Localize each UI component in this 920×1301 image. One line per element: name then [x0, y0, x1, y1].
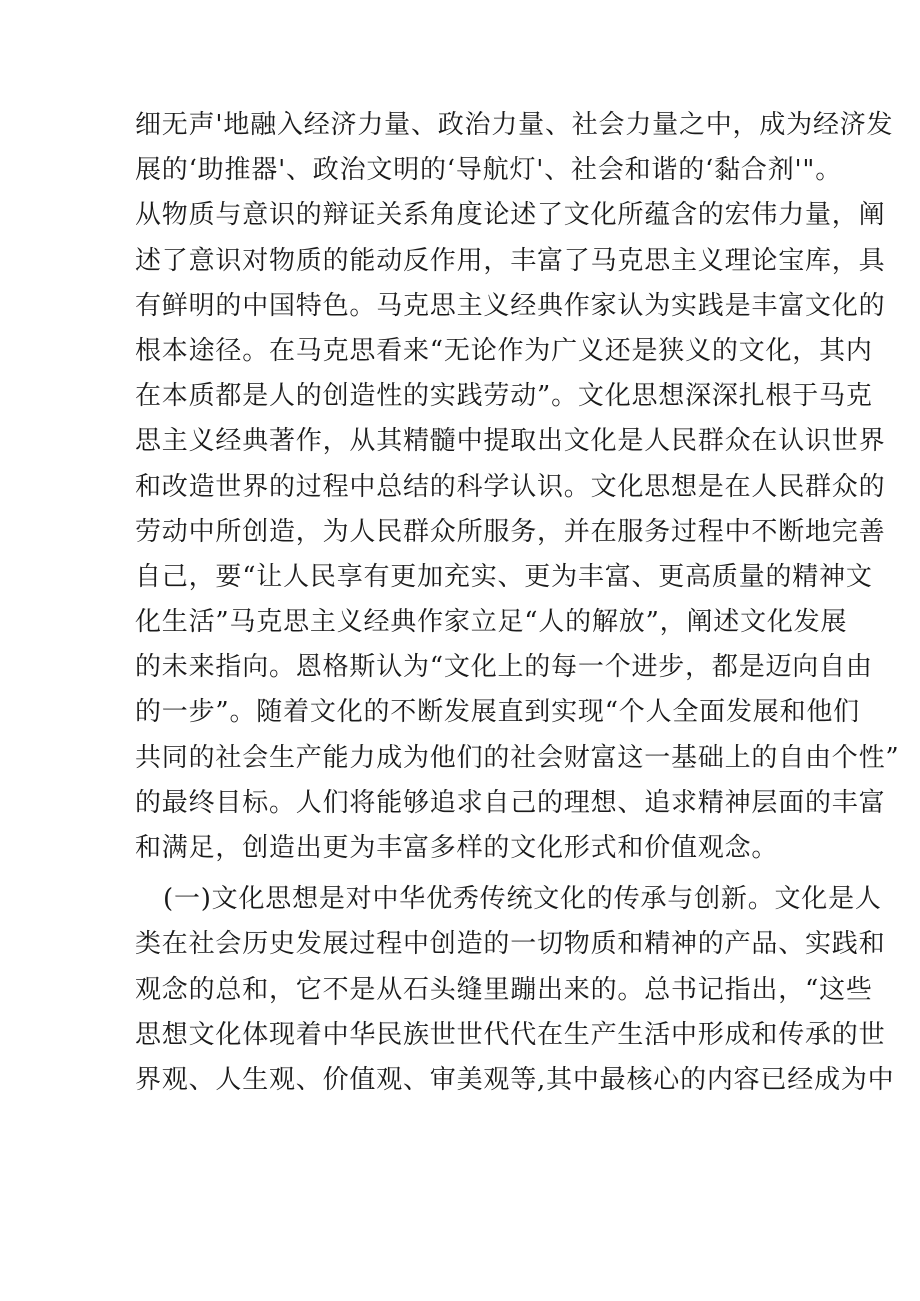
- text-line: 细无声'地融入经济力量、政治力量、社会力量之中，成为经济发: [135, 110, 894, 140]
- text-line: 的一步”。随着文化的不断发展直到实现“个人全面发展和他们: [135, 697, 860, 728]
- text-line: 在本质都是人的创造性的实践劳动”。文化思想深深扎根于马克: [135, 381, 873, 412]
- document-body: [135, 103, 900, 1103]
- paragraph-1: [135, 103, 900, 871]
- text-line: 有鲜明的中国特色。马克思主义经典作家认为实践是丰富文化的: [135, 290, 886, 321]
- text-line: 观念的总和，它不是从石头缝里蹦出来的。总书记指出，“这些: [135, 974, 873, 1005]
- text-line: 展的‘助推器'、政治文明的‘导航灯'、社会和谐的‘黏合剂'"。: [135, 155, 842, 186]
- text-line: 思主义经典著作，从其精髓中提取出文化是人民群众在认识世界: [135, 426, 886, 457]
- text-line: 和改造世界的过程中总结的科学认识。文化思想是在人民群众的: [135, 471, 886, 502]
- paragraph-2: [135, 877, 895, 1103]
- text-line: 的未来指向。恩格斯认为“文化上的每一个进步，都是迈向自由: [135, 652, 873, 683]
- text-line: 述了意识对物质的能动反作用，丰富了马克思主义理论宝库，具: [135, 245, 886, 276]
- text-line: 从物质与意识的辩证关系角度论述了文化所蕴含的宏伟力量，阐: [135, 200, 886, 231]
- text-line: 界观、人生观、价值观、审美观等,其中最核心的内容已经成为中: [135, 1064, 895, 1095]
- text-line: 劳动中所创造，为人民群众所服务，并在服务过程中不断地完善: [135, 516, 886, 547]
- text-line: 自己，要“让人民享有更加充实、更为丰富、更高质量的精神文: [135, 561, 873, 592]
- text-line: 化生活”马克思主义经典作家立足“人的解放”，阐述文化发展: [135, 607, 848, 638]
- text-line: 根本途径。在马克思看来“无论作为广义还是狭义的文化，其内: [135, 335, 873, 366]
- text-line: 思想文化体现着中华民族世世代代在生产生活中形成和传承的世: [135, 1019, 886, 1050]
- text-line: 和满足，创造出更为丰富多样的文化形式和价值观念。: [135, 833, 779, 863]
- text-line: 共同的社会生产能力成为他们的社会财富这一基础上的自由个性”: [135, 742, 900, 773]
- text-line: 类在社会历史发展过程中创造的一切物质和精神的产品、实践和: [135, 929, 886, 960]
- text-line: 的最终目标。人们将能够追求自己的理想、追求精神层面的丰富: [135, 787, 886, 818]
- text-line: (一)文化思想是对中华优秀传统文化的传承与创新。文化是人: [163, 884, 882, 915]
